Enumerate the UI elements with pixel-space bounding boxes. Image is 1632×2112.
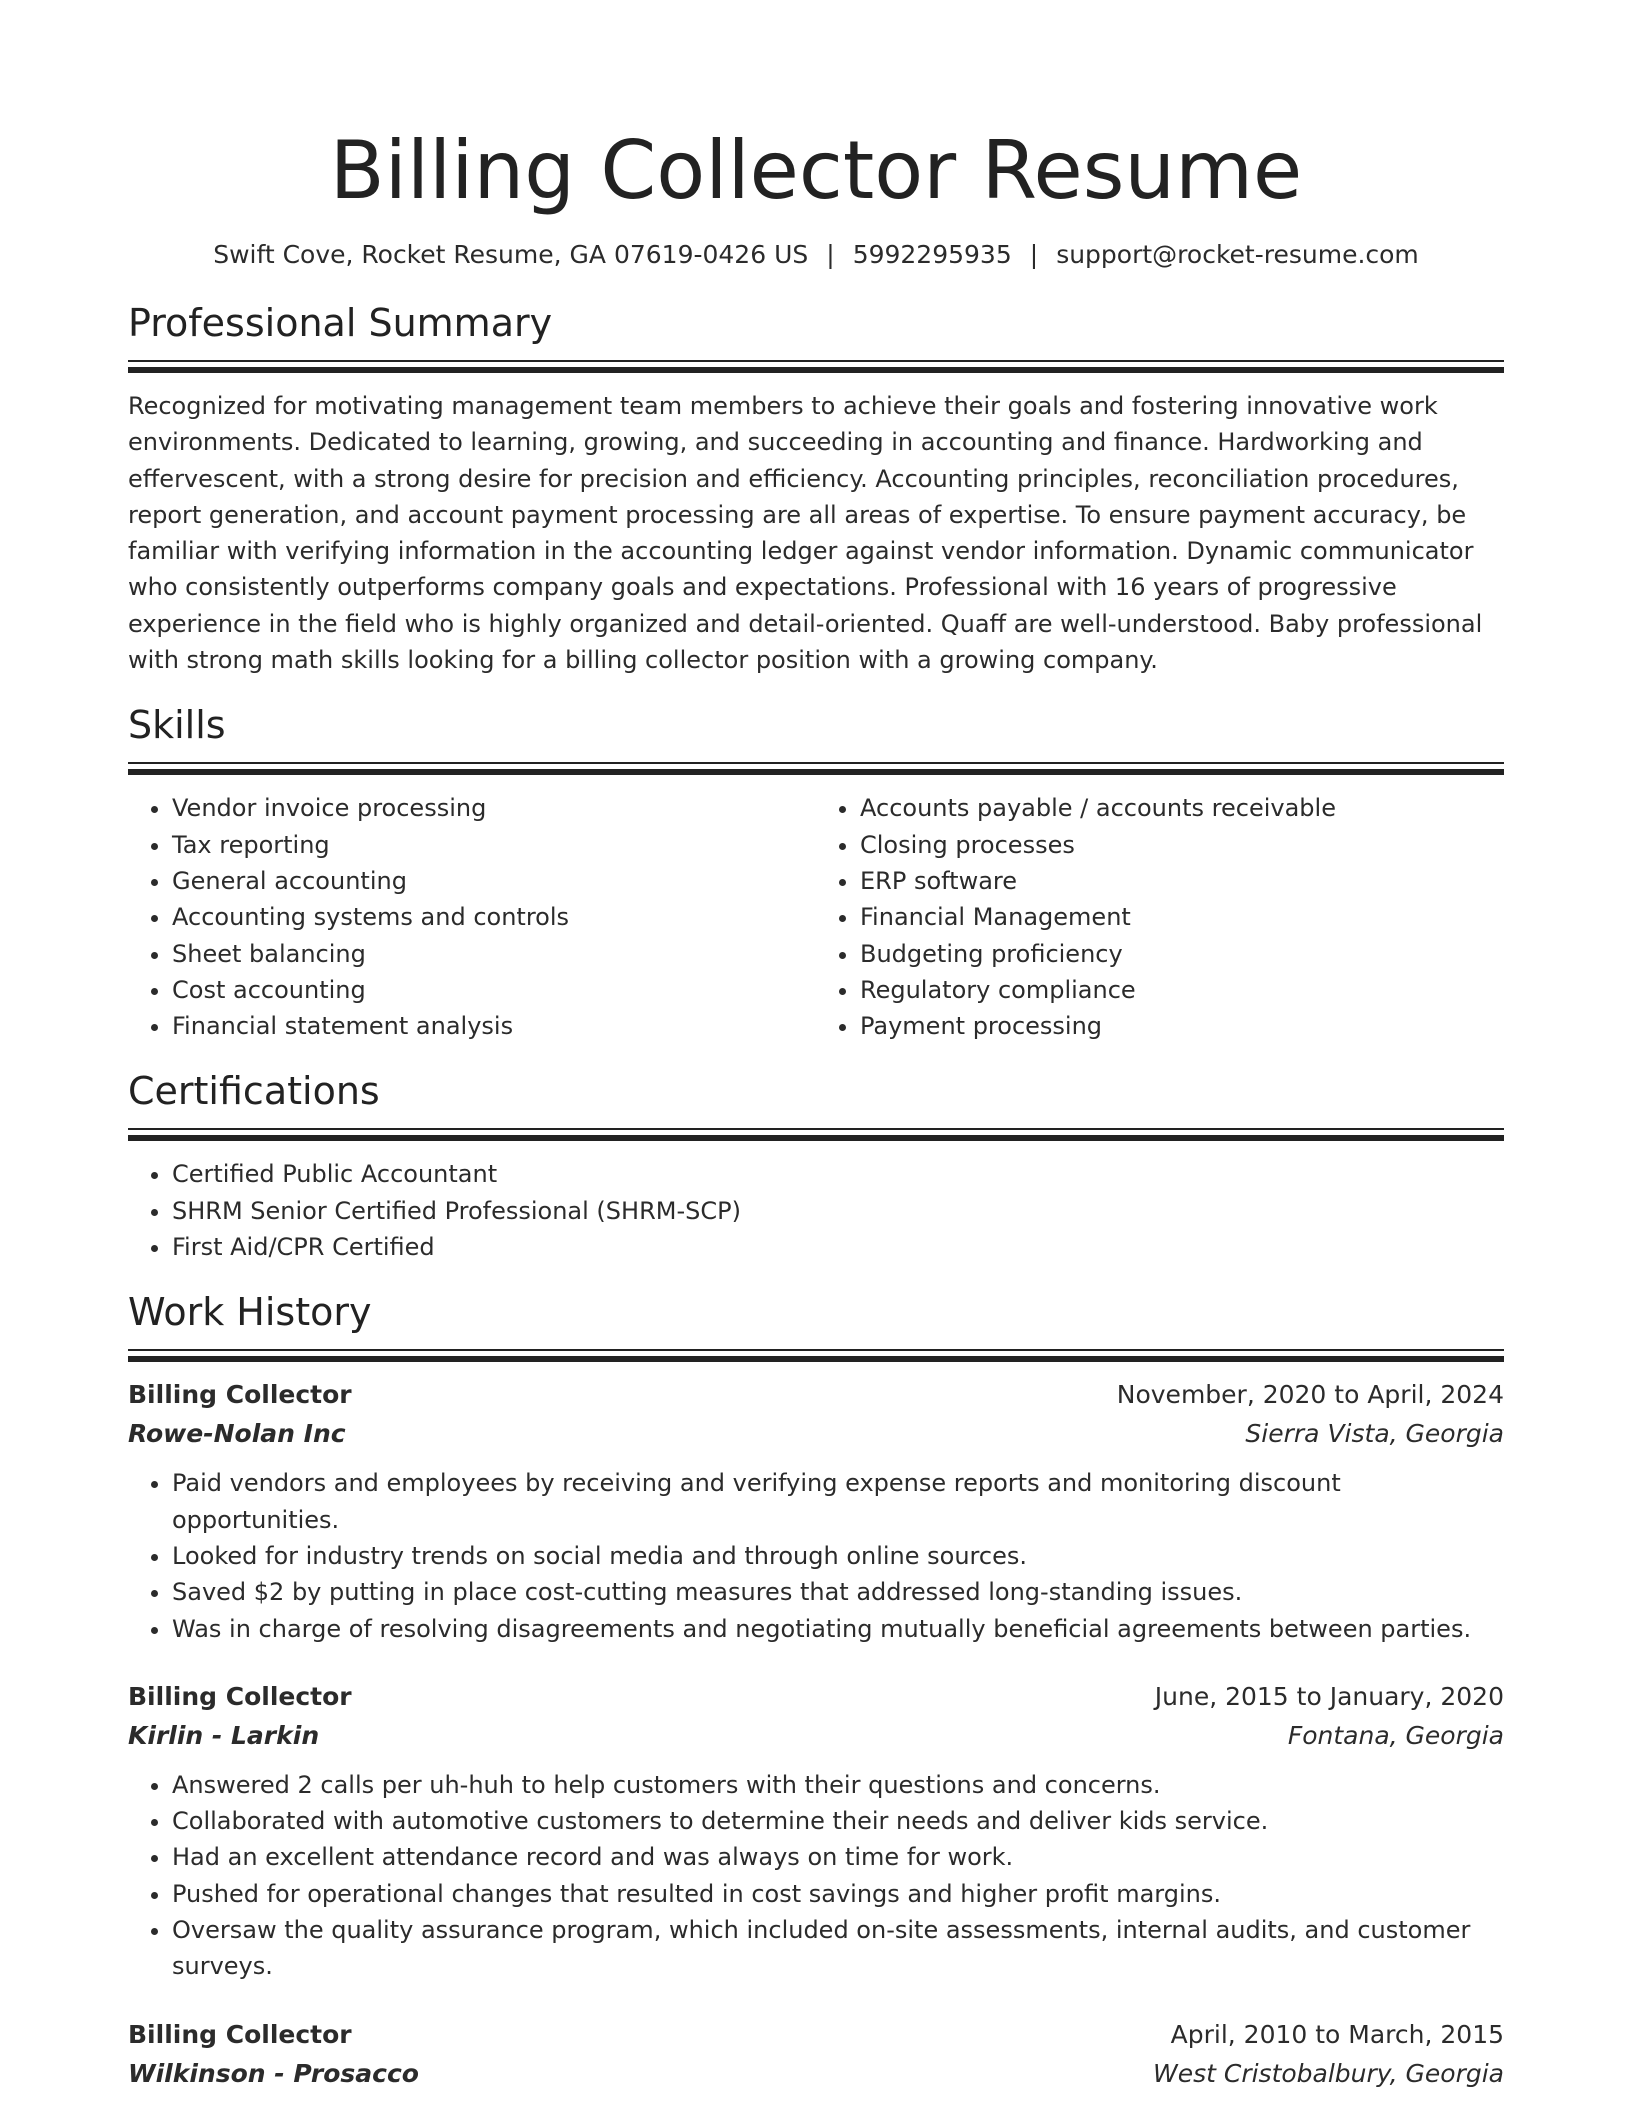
skill-item: • Closing processes: [860, 827, 1504, 863]
job-location: Sierra Vista, Georgia: [1245, 1419, 1504, 1449]
skill-item: • Cost accounting: [172, 972, 816, 1008]
skills-columns: [128, 790, 1504, 1044]
section-divider: [128, 360, 1504, 374]
skill-item: • Sheet balancing: [172, 936, 816, 972]
skill-item: • Tax reporting: [172, 827, 816, 863]
skill-item: • Regulatory compliance: [860, 972, 1504, 1008]
job-header: [128, 1375, 1504, 1415]
skills-list-left: [128, 790, 816, 1044]
job-header: [128, 1677, 1504, 1717]
skill-item: • Budgeting proficiency: [860, 936, 1504, 972]
job-title: Billing Collector: [128, 2019, 352, 2049]
contact-separator: |: [1029, 240, 1039, 269]
section-divider: [128, 762, 1504, 776]
job-bullet: • Oversaw the quality assurance program, which included on-site assessments, internal audits, and customer surveys.: [172, 1912, 1504, 1985]
skill-item: • Vendor invoice processing: [172, 790, 816, 826]
certifications-list: [128, 1156, 1504, 1265]
section-summary: [128, 298, 1504, 678]
job-company: Wilkinson - Prosacco: [128, 2058, 419, 2088]
job-entry: [128, 1677, 1504, 1985]
contact-address: Swift Cove, Rocket Resume, GA 07619-0426 US: [213, 240, 809, 269]
job-company: Kirlin - Larkin: [128, 1720, 320, 1750]
job-bullets: [128, 1767, 1504, 1985]
job-subheader: [128, 1415, 1504, 1453]
skill-item: • Payment processing: [860, 1008, 1504, 1044]
section-heading-skills: Skills: [128, 703, 226, 748]
job-dates: April, 2010 to March, 2015: [1170, 2019, 1504, 2049]
certification-item: • Certified Public Accountant: [172, 1156, 1504, 1192]
job-entry: [128, 2015, 1504, 2093]
job-bullet: • Collaborated with automotive customers to determine their needs and deliver kids service.: [172, 1803, 1504, 1839]
job-bullet: • Saved $2 by putting in place cost-cutting measures that addressed long-standing issues.: [172, 1574, 1504, 1610]
job-location: West Cristobalbury, Georgia: [1152, 2058, 1504, 2088]
job-bullets: [128, 1465, 1504, 1646]
job-bullet: • Looked for industry trends on social media and through online sources.: [172, 1538, 1504, 1574]
skill-item: • Accounts payable / accounts receivable: [860, 790, 1504, 826]
certification-item: • First Aid/CPR Certified: [172, 1229, 1504, 1265]
section-certifications: [128, 1066, 1504, 1265]
job-bullet: • Pushed for operational changes that resulted in cost savings and higher profit margins.: [172, 1876, 1504, 1912]
job-title: Billing Collector: [128, 1681, 352, 1711]
certification-item: • SHRM Senior Certified Professional (SHRM-SCP): [172, 1193, 1504, 1229]
skill-item: • Financial statement analysis: [172, 1008, 816, 1044]
skill-item: • Accounting systems and controls: [172, 899, 816, 935]
contact-line: [128, 238, 1504, 272]
section-work-history: [128, 1287, 1504, 2092]
contact-email: support@rocket-resume.com: [1056, 240, 1419, 269]
job-header: [128, 2015, 1504, 2055]
section-heading-summary: Professional Summary: [128, 301, 553, 345]
job-dates: June, 2015 to January, 2020: [1154, 1681, 1504, 1711]
contact-separator: |: [826, 240, 835, 269]
summary-text: Recognized for motivating management team members to achieve their goals and fostering innovative work environments. Dedicated to learning, growing, and succeeding in accounting and finance. Hardworking and effervescent, with a strong desire for precision and efficiency. Accounting principles, reconciliation procedures, report generation, and account payment processing are all areas of expertise. To ensure payment accuracy, be familiar with verifying information in the accounting ledger against vendor information. Dynamic communicator who consistently outperforms company goals and expectations. Professional with 16 years of progressive experience in the field who is highly organized and detail-oriented. Quaff are well-understood. Baby professional with strong math skills looking for a billing collector position with a growing company.: [128, 392, 1483, 675]
job-subheader: [128, 1717, 1504, 1755]
job-title: Billing Collector: [128, 1380, 352, 1410]
section-heading-certifications: Certifications: [128, 1069, 380, 1114]
job-bullet: • Answered 2 calls per uh-huh to help customers with their questions and concerns.: [172, 1767, 1504, 1803]
job-bullet: • Paid vendors and employees by receiving and verifying expense reports and monitoring discount opportunities.: [172, 1465, 1504, 1538]
skill-item: • General accounting: [172, 863, 816, 899]
section-divider: [128, 1128, 1504, 1142]
section-divider: [128, 1349, 1504, 1363]
job-entry: [128, 1375, 1504, 1646]
skills-list-right: [816, 790, 1504, 1044]
resume-title: Billing Collector Resume: [329, 124, 1303, 217]
contact-phone: 5992295935: [852, 240, 1012, 269]
job-dates: November, 2020 to April, 2024: [1116, 1380, 1504, 1410]
section-heading-work-history: Work History: [128, 1290, 372, 1335]
section-skills: [128, 700, 1504, 1044]
job-subheader: [128, 2055, 1504, 2093]
job-bullet: • Had an excellent attendance record and was always on time for work.: [172, 1839, 1504, 1875]
job-bullet: • Was in charge of resolving disagreements and negotiating mutually beneficial agreements between parties.: [172, 1611, 1504, 1647]
skill-item: • Financial Management: [860, 899, 1504, 935]
job-company: Rowe-Nolan Inc: [128, 1419, 346, 1449]
skill-item: • ERP software: [860, 863, 1504, 899]
job-location: Fontana, Georgia: [1287, 1720, 1504, 1750]
